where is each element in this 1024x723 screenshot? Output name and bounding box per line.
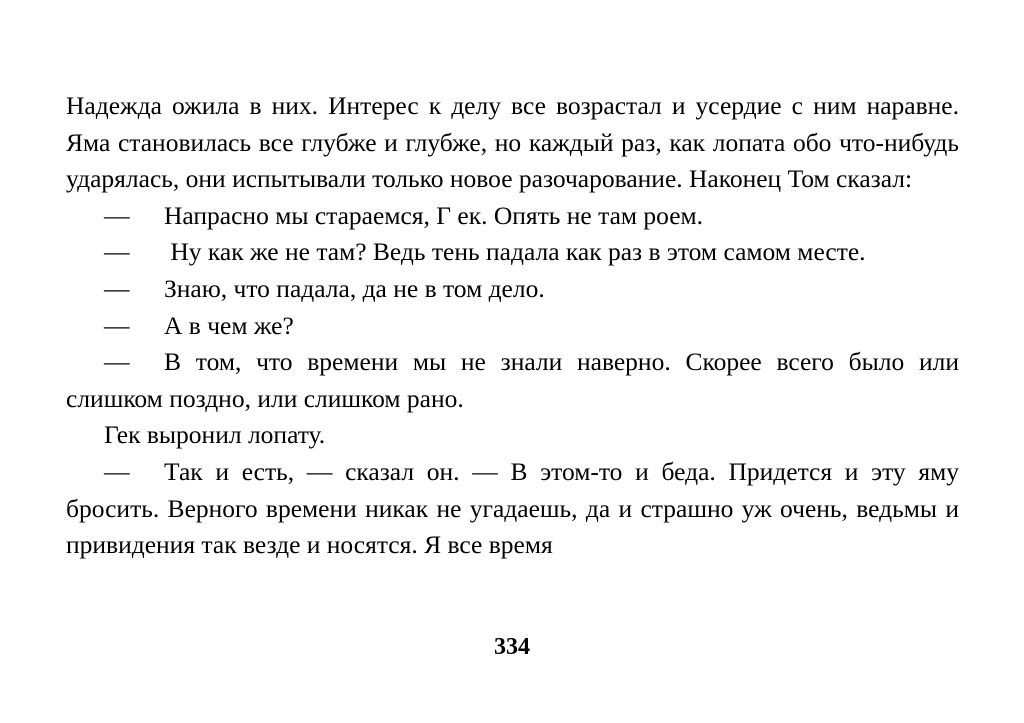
dialog-dash: — bbox=[104, 347, 130, 377]
dialog-text: Напрасно мы стараемся, Г ек. Опять не там роем. bbox=[164, 200, 704, 230]
page-number: 334 bbox=[494, 634, 530, 660]
dialog-line-4 bbox=[66, 308, 959, 345]
dialog-text: В том, что времени мы не знали наверно. Скорее всего было или слишком поздно, или слишком рано. bbox=[66, 347, 959, 413]
dialog-text: Знаю, что падала, да не в том дело. bbox=[164, 273, 545, 303]
dialog-dash: — bbox=[104, 200, 130, 230]
dialog-line-1 bbox=[66, 198, 959, 235]
dialog-line-5 bbox=[66, 344, 959, 417]
dialog-line-2 bbox=[66, 234, 959, 271]
book-page-text bbox=[66, 88, 959, 564]
dialog-text: А в чем же? bbox=[164, 310, 294, 340]
dialog-dash: — bbox=[104, 310, 130, 340]
dialog-text: Ну как же не там? Ведь тень падала как раз в этом самом месте. bbox=[164, 237, 866, 267]
paragraph-narration-2: Гек выронил лопату. bbox=[104, 420, 326, 450]
dialog-dash: — bbox=[104, 456, 130, 486]
dialog-line-6 bbox=[66, 454, 959, 564]
dialog-text: Так и есть, — сказал он. — В этом-то и беда. Придется и эту яму бросить. Верного времени никак не угадаешь, да и страшно уж очень, ведьмы и привидения так везде и носятся. Я все время bbox=[66, 456, 959, 560]
dialog-dash: — bbox=[104, 273, 130, 303]
dialog-dash: — bbox=[104, 237, 130, 267]
dialog-line-3 bbox=[66, 271, 959, 308]
paragraph-narration-1: Надежда ожила в них. Интерес к делу все возрастал и усердие с ним наравне. Яма становилась все глубже и глубже, но каждый раз, как лопата обо что-нибудь ударялась, они испытывали только новое разочарование. Наконец Том сказал: bbox=[66, 91, 959, 194]
